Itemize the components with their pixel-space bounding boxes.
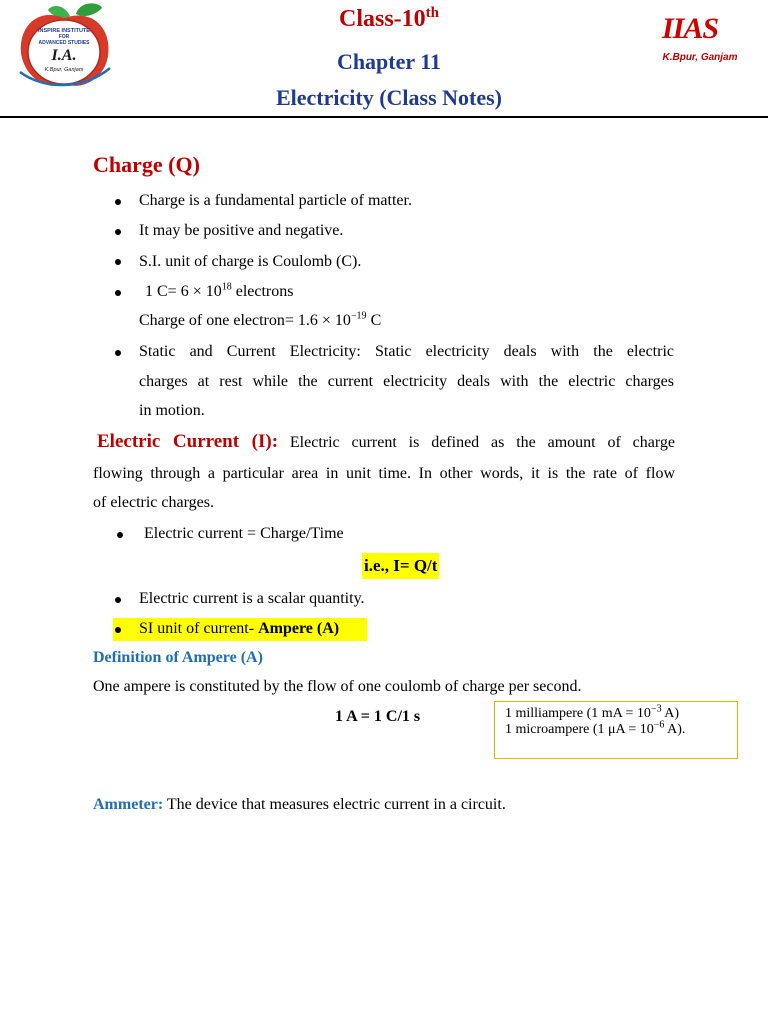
static-line-1: Static and Current Electricity: Static electricity deals with the electric xyxy=(139,343,674,360)
brand-logo: IIAS xyxy=(662,12,719,45)
current-definition-line-2: flowing through a particular area in unit time. In other words, it is the rate of flow xyxy=(93,465,675,482)
topic-title: Electricity (Class Notes) xyxy=(275,85,503,110)
charge-heading: Charge (Q) xyxy=(93,152,200,177)
logo-location: K.Bpur, Ganjam xyxy=(44,67,84,73)
static-line-3: in motion. xyxy=(139,402,205,419)
ammeter-label: Ammeter: xyxy=(93,796,164,813)
ampere-definition: One ampere is constituted by the flow of one coulomb of charge per second. xyxy=(93,678,582,695)
bullet-dot xyxy=(115,259,121,265)
milliampere-line: 1 milliampere (1 mA = $10^{-3}$ A) xyxy=(505,703,680,721)
ampere-equation: 1 A = 1 C/1 s xyxy=(335,708,421,725)
charge-bullet-3: S.I. unit of charge is Coulomb (C). xyxy=(139,253,362,270)
current-heading: Electric Current (I): xyxy=(97,431,279,452)
bullet-dot xyxy=(115,229,121,235)
bullet-dot xyxy=(117,532,123,538)
bullet-dot xyxy=(115,597,121,603)
svg-text:ADVANCED STUDIES: ADVANCED STUDIES xyxy=(38,40,90,46)
ampere-heading: Definition of Ampere (A) xyxy=(93,649,263,666)
bullet-dot xyxy=(115,290,121,296)
logo-mark: I.A. xyxy=(51,47,77,64)
electron-charge: Charge of one electron= $1.6 \times 10^{-19}$ C xyxy=(139,310,382,329)
bullet-dot xyxy=(115,199,121,205)
ammeter-definition: Ammeter: The device that measures electric current in a circuit. xyxy=(93,796,506,813)
class-title-sup: th xyxy=(425,5,439,21)
current-si-unit: SI unit of current- Ampere (A) xyxy=(139,620,340,637)
class-title: Class-10th xyxy=(338,5,439,32)
microampere-line: 1 microampere (1 $\mu A = 10^{-6}$ A). xyxy=(505,719,686,737)
bullet-dot xyxy=(115,350,121,356)
current-formula: i.e., I= Q/t xyxy=(362,553,439,579)
current-definition-line-3: of electric charges. xyxy=(93,494,214,511)
charge-bullet-1: Charge is a fundamental particle of matter. xyxy=(139,192,412,209)
current-scalar: Electric current is a scalar quantity. xyxy=(139,590,365,607)
static-line-2: charges at rest while the current electricity deals with the electric charges xyxy=(139,373,674,390)
header-divider xyxy=(0,116,768,118)
logo-ring-text: INSPIRE INSTITUTE xyxy=(38,28,90,34)
si-unit-name: Ampere (A) xyxy=(258,620,340,637)
svg-text:FOR: FOR xyxy=(58,34,70,40)
electron-count: 1 $C= 6 \times 10^{18}$ electrons xyxy=(145,281,294,300)
chapter-title: Chapter 11 xyxy=(336,49,442,74)
bullet-dot xyxy=(115,627,121,633)
subunit-box xyxy=(494,701,738,759)
current-definition-line-1: Electric Current (I): Electric current is defined as the amount of charge xyxy=(97,431,675,452)
charge-bullet-2: It may be positive and negative. xyxy=(139,222,344,239)
current-formula-words: Electric current = Charge/Time xyxy=(144,525,344,542)
brand-location: K.Bpur, Ganjam xyxy=(662,52,738,63)
